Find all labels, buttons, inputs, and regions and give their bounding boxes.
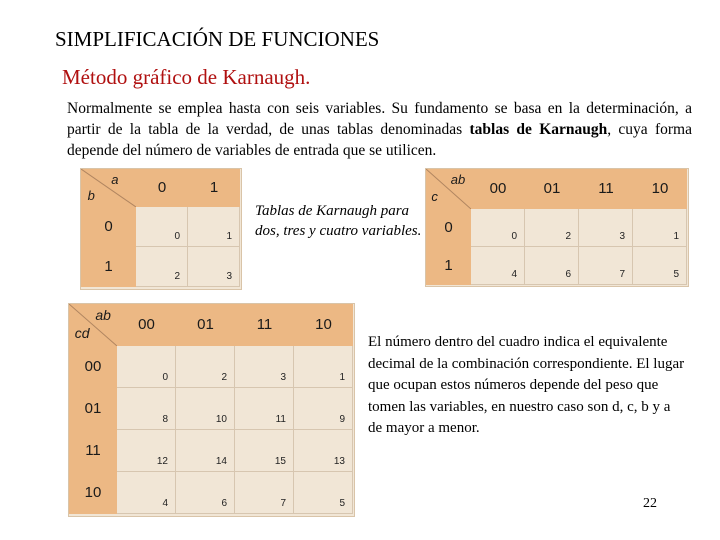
column-variable-label: a: [111, 172, 119, 188]
cell-minterm-number: 13: [333, 456, 345, 467]
column-header: 1: [209, 179, 219, 196]
column-variable-label: ab: [95, 307, 111, 324]
column-header: 01: [197, 316, 214, 333]
intro-text-2: , cuya forma depende del número de variables de entrada que se utilicen.: [67, 121, 692, 159]
column-header: 11: [256, 316, 273, 333]
intro-bold-term: tablas de Karnaugh: [469, 121, 608, 138]
slide-title: SIMPLIFICACIÓN DE FUNCIONES: [55, 27, 380, 51]
column-header: 00: [489, 180, 507, 197]
cell-minterm-number: 3: [280, 372, 286, 383]
cell-minterm-number: 15: [274, 456, 286, 467]
cell-minterm-number: 9: [339, 414, 345, 425]
row-header: 01: [84, 400, 102, 417]
cell-minterm-number: 14: [215, 456, 227, 467]
cell-minterm-number: 7: [280, 498, 286, 509]
row-variable-label: cd: [74, 325, 90, 341]
cell-minterm-number: 12: [156, 456, 168, 467]
column-header: 11: [598, 180, 614, 197]
slide-subtitle: Método gráfico de Karnaugh.: [62, 65, 311, 89]
karnaugh-table-4-vars: [68, 303, 355, 517]
row-header: 0: [444, 219, 453, 236]
tables-caption: Tablas de Karnaugh para dos, tres y cuatro variables.: [255, 203, 422, 239]
intro-paragraph: [67, 98, 692, 161]
cell-minterm-number: 2: [565, 231, 571, 242]
column-header: 10: [315, 316, 332, 333]
cell-minterm-number: 6: [221, 498, 227, 509]
cell-minterm-number: 0: [511, 231, 517, 242]
cell-minterm-number: 7: [619, 269, 625, 280]
row-header: 0: [104, 218, 113, 235]
cell-minterm-number: 1: [673, 231, 679, 242]
column-variable-label: ab: [450, 172, 466, 188]
column-header: 01: [543, 180, 561, 197]
description-paragraph: El número dentro del cuadro indica el equivalente decimal de la combinación correspondiente. El lugar que ocupan estos números depende del peso que tomen las variables, en nuestro caso son d, c, b y a de mayor a menor.: [368, 334, 685, 436]
row-variable-label: c: [431, 189, 438, 204]
cell-minterm-number: 5: [339, 498, 345, 509]
row-header: 1: [444, 257, 453, 274]
cell-minterm-number: 0: [162, 372, 168, 383]
karnaugh-table-2-vars: [80, 168, 242, 290]
cell-minterm-number: 2: [221, 372, 227, 383]
row-variable-label: b: [87, 188, 95, 203]
cell-minterm-number: 6: [565, 269, 571, 280]
intro-text-1: Normalmente se emplea hasta con seis variables. Su fundamento se basa en la determinación, a partir de la tabla de la verdad, de unas tablas denominadas: [67, 100, 692, 138]
cell-minterm-number: 2: [174, 271, 180, 282]
cell-minterm-number: 4: [162, 498, 168, 509]
row-header: 10: [84, 484, 102, 501]
karnaugh-table-3-vars: [425, 168, 689, 287]
row-header: 00: [84, 358, 102, 375]
cell-minterm-number: 1: [339, 372, 345, 383]
cell-minterm-number: 0: [174, 231, 180, 242]
cell-minterm-number: 1: [226, 231, 232, 242]
column-header: 00: [138, 316, 155, 333]
column-header: 0: [157, 179, 167, 196]
row-header: 11: [85, 442, 101, 459]
cell-minterm-number: 3: [226, 271, 232, 282]
cell-minterm-number: 11: [275, 414, 286, 425]
cell-minterm-number: 4: [511, 269, 517, 280]
cell-minterm-number: 8: [162, 414, 168, 425]
cell-minterm-number: 5: [673, 269, 679, 280]
cell-minterm-number: 10: [215, 414, 227, 425]
cell-minterm-number: 3: [619, 231, 625, 242]
row-header: 1: [104, 258, 113, 275]
page-number: 22: [643, 496, 657, 511]
column-header: 10: [651, 180, 669, 197]
